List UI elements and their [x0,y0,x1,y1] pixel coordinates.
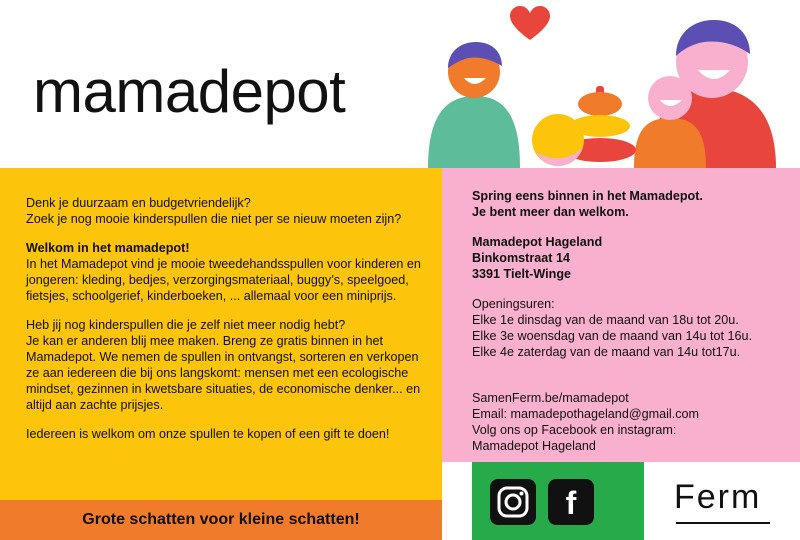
address-street: Binkomstraat 14 [472,250,570,265]
welcome-section [26,241,422,305]
hours-item: Elke 4e zaterdag van de maand van 14u tot17u. [472,344,741,359]
intro-line-2: Zoek je nog mooie kinderspullen die niet per se nieuw moeten zijn? [26,211,402,226]
donate-section [26,318,422,414]
instagram-button[interactable] [490,479,536,525]
contact-block [472,391,788,455]
hours-heading: Openingsuren: [472,296,555,311]
social-text: Volg ons op Facebook en instagram: [472,422,677,437]
family-illustration [420,0,800,168]
invite-line-2: Je bent meer dan welkom. [472,204,629,219]
intro-line-1: Denk je duurzaam en budgetvriendelijk? [26,196,251,210]
invite-line-1: Spring eens binnen in het Mamadepot. [472,189,703,203]
slogan: Grote schatten voor kleine schatten! [82,511,360,528]
email-link[interactable]: Email: mamadepothageland@gmail.com [472,406,699,421]
facebook-button[interactable] [548,479,594,525]
header [0,0,800,168]
social-name: Mamadepot Hageland [472,438,596,453]
invite-text [472,189,788,221]
right-info-panel [442,168,800,462]
address-city: 3391 Tielt-Winge [472,266,572,281]
welcome-text: In het Mamadepot vind je mooie tweedehandsspullen voor kinderen en jongeren: kleding, bedjes, verzorgingsmateriaal, buggy’s, speelgoed, fietsjes, schoolgerief, kinderboeken, ... allemaal voor een miniprijs. [26,256,421,303]
donate-question: Heb jij nog kinderspullen die je zelf niet meer nodig hebt? [26,317,346,332]
heart-icon [510,6,550,40]
facebook-icon: f [565,485,577,521]
hours-item: Elke 3e woensdag van de maand van 14u tot 16u. [472,328,753,343]
slogan-bar [0,500,442,540]
address-block [472,235,788,283]
instagram-icon [490,479,536,525]
website-link[interactable]: SamenFerm.be/mamadepot [472,390,629,405]
ferm-logo-underline [676,522,770,524]
left-info-panel [0,168,442,500]
opening-hours [472,297,788,361]
ferm-logo-text: Ferm [674,478,762,516]
closing-text: Iedereen is welkom om onze spullen te kopen of een gift te doen! [26,426,390,441]
intro-text [26,196,422,228]
ferm-logo [644,462,800,540]
welcome-heading: Welkom in het mamadepot! [26,240,190,255]
brand-title: mamadepot [33,58,346,125]
hours-item: Elke 1e dinsdag van de maand van 18u tot 20u. [472,312,739,327]
donate-text: Je kan er anderen blij mee maken. Breng ze gratis binnen in het Mamadepot. We nemen de spullen in ontvangst, sorteren en verkopen ze aan iedereen die bij ons langskomt: mensen met een ecologische mindset, gezinnen in kwetsbare situaties, de economische denker... en altijd aan zachte prijsjes. [26,333,421,412]
address-name: Mamadepot Hageland [472,234,603,249]
social-bar [472,462,644,540]
